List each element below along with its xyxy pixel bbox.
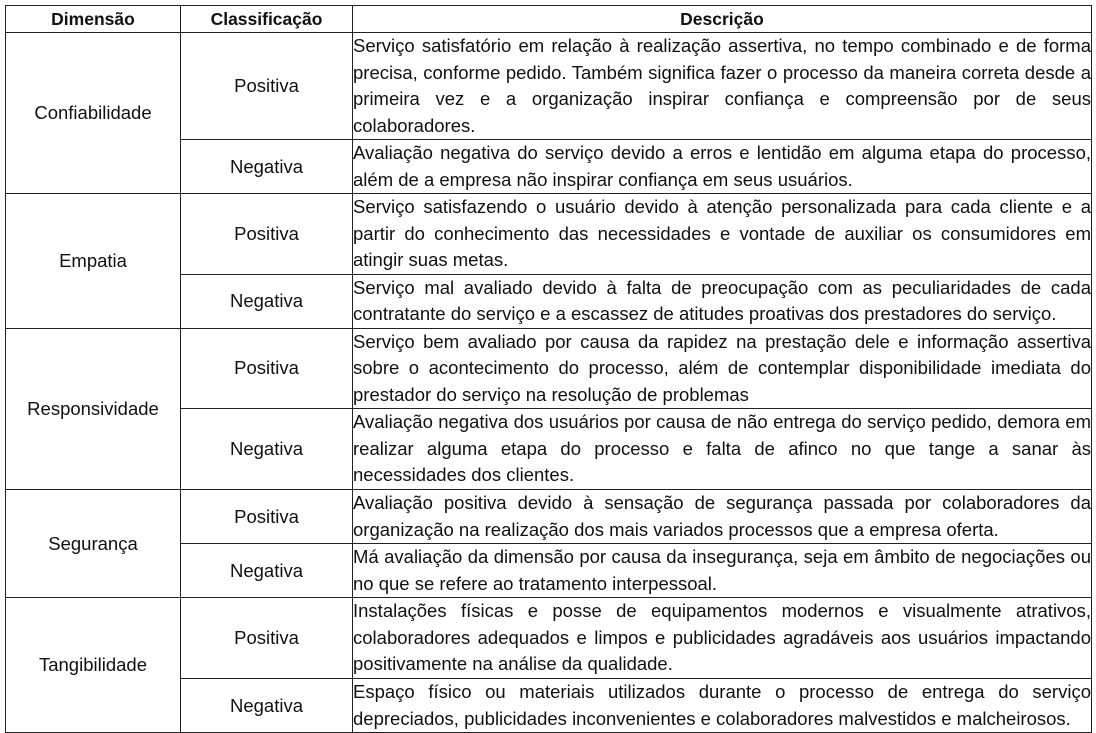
- description-cell: Serviço satisfazendo o usuário devido à atenção personalizada para cada cliente e a partir do conhecimento das necessidades e vontade de auxiliar os consumidores em atingir suas metas.: [353, 194, 1092, 275]
- classification-cell: Positiva: [181, 33, 353, 140]
- description-cell: Avaliação positiva devido à sensação de segurança passada por colaboradores da organização na realização dos mais variados processos que a empresa oferta.: [353, 490, 1092, 544]
- description-cell: Avaliação negativa do serviço devido a erros e lentidão em alguma etapa do processo, além de a empresa não inspirar confiança em seus usuários.: [353, 140, 1092, 194]
- table-row: [6, 194, 1092, 275]
- dimension-cell: Empatia: [6, 194, 181, 329]
- classification-cell: Negativa: [181, 679, 353, 733]
- description-cell: Serviço satisfatório em relação à realização assertiva, no tempo combinado e de forma precisa, conforme pedido. Também significa fazer o processo da maneira correta desde a primeira vez e a organização inspirar confiança e compreensão por de seus colaboradores.: [353, 33, 1092, 140]
- description-cell: Avaliação negativa dos usuários por causa de não entrega do serviço pedido, demora em realizar alguma etapa do processo e falta de afinco no que tange a sanar às necessidades dos clientes.: [353, 409, 1092, 490]
- table-row: [6, 598, 1092, 679]
- header-dimension: Dimensão: [6, 6, 181, 33]
- header-description: Descrição: [353, 6, 1092, 33]
- description-cell: Serviço bem avaliado por causa da rapidez na prestação dele e informação assertiva sobre o acontecimento do processo, além de contemplar disponibilidade imediata do prestador do serviço na resolução de problemas: [353, 328, 1092, 409]
- dimension-cell: Confiabilidade: [6, 33, 181, 194]
- classification-cell: Positiva: [181, 490, 353, 544]
- table-row: [6, 328, 1092, 409]
- dimension-cell: Responsividade: [6, 328, 181, 490]
- table-row: [6, 490, 1092, 544]
- classification-cell: Negativa: [181, 544, 353, 598]
- header-row: [6, 6, 1092, 33]
- description-cell: Serviço mal avaliado devido à falta de preocupação com as peculiaridades de cada contratante do serviço e a escassez de atitudes proativas dos prestadores do serviço.: [353, 274, 1092, 328]
- classification-cell: Positiva: [181, 194, 353, 275]
- dimension-cell: Tangibilidade: [6, 598, 181, 733]
- classification-cell: Positiva: [181, 598, 353, 679]
- classification-cell: Negativa: [181, 274, 353, 328]
- classification-cell: Negativa: [181, 140, 353, 194]
- classification-cell: Negativa: [181, 409, 353, 490]
- quality-dimensions-table: [5, 5, 1092, 733]
- description-cell: Instalações físicas e posse de equipamentos modernos e visualmente atrativos, colaboradores adequados e limpos e publicidades agradáveis aos usuários impactando positivamente na análise da qualidade.: [353, 598, 1092, 679]
- classification-cell: Positiva: [181, 328, 353, 409]
- table-row: [6, 33, 1092, 140]
- header-classification: Classificação: [181, 6, 353, 33]
- dimension-cell: Segurança: [6, 490, 181, 598]
- description-cell: Espaço físico ou materiais utilizados durante o processo de entrega do serviço depreciados, publicidades inconvenientes e colaboradores malvestidos e malcheirosos.: [353, 679, 1092, 733]
- description-cell: Má avaliação da dimensão por causa da insegurança, seja em âmbito de negociações ou no que se refere ao tratamento interpessoal.: [353, 544, 1092, 598]
